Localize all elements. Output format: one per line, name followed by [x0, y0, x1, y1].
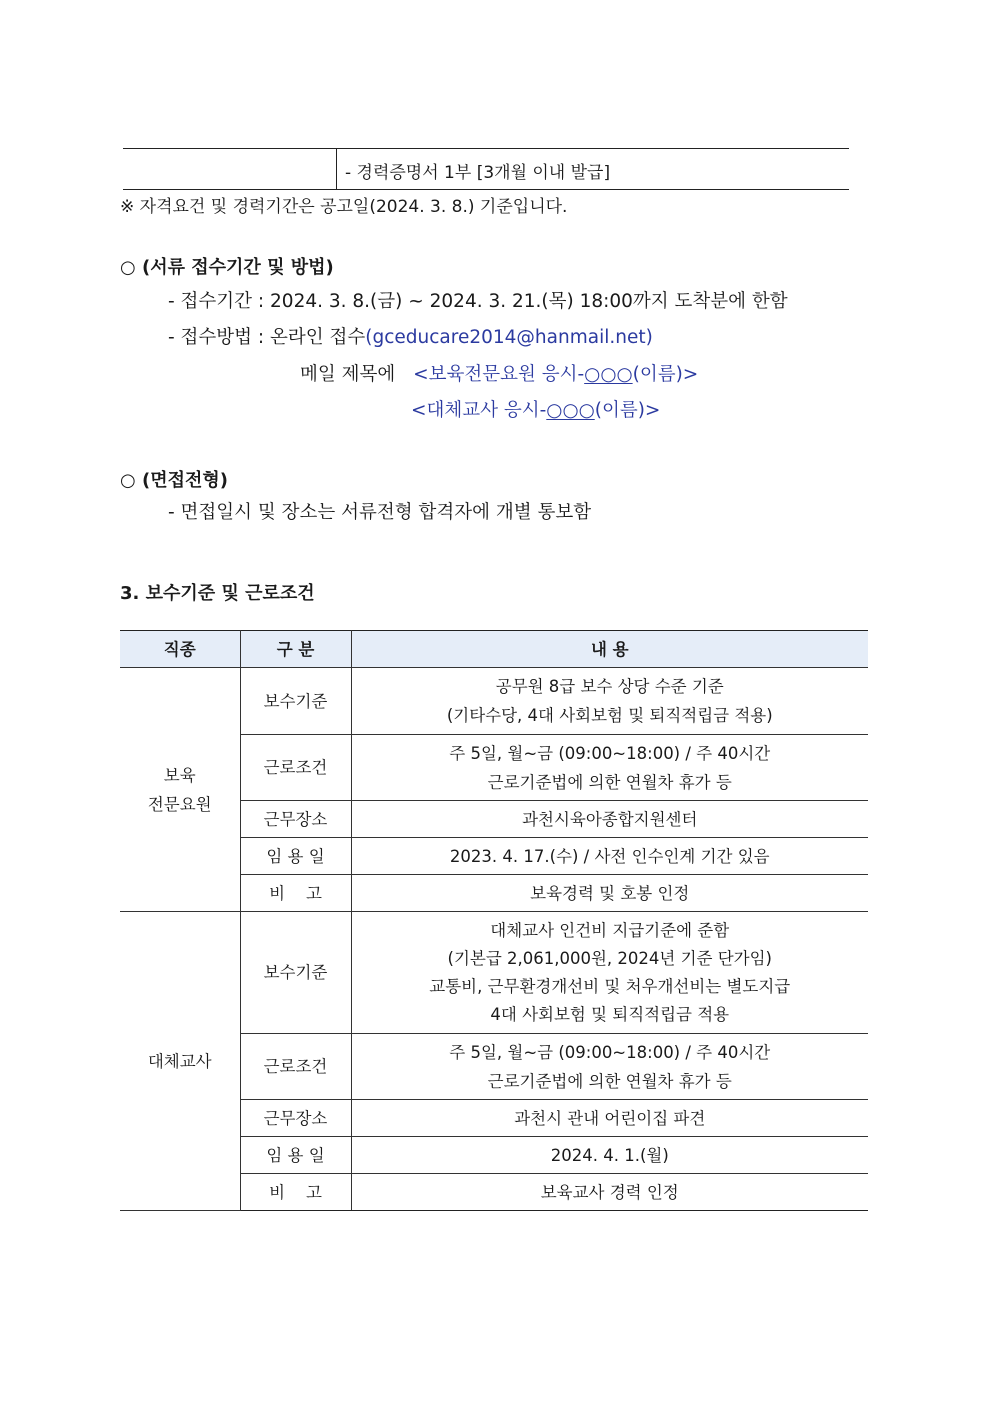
table-cell: - 경력증명서 1부 [3개월 이내 발급] — [345, 163, 611, 183]
header-category: 구 분 — [240, 631, 351, 668]
note-text: ※ 자격요건 및 경력기간은 공고일(2024. 3. 8.) 기준입니다. — [120, 197, 568, 217]
row-content: 주 5일, 월~금 (09:00~18:00) / 주 40시간 근로기준법에 의한 연월차 휴가 등 — [351, 1034, 868, 1100]
row-label: 보수기준 — [240, 912, 351, 1034]
row-label: 근로조건 — [240, 735, 351, 801]
table-row — [120, 668, 868, 735]
job-cell-substitute-teacher: 대체교사 — [120, 912, 240, 1211]
row-label: 근로조건 — [240, 1034, 351, 1100]
row-label: 보수기준 — [240, 668, 351, 735]
header-content: 내 용 — [351, 631, 868, 668]
circle-bullet-icon: ○ — [120, 470, 136, 491]
row-label: 임 용 일 — [240, 838, 351, 875]
method-label: - 접수방법 : 온라인 접수 — [168, 327, 366, 348]
section-heading-pay: 3. 보수기준 및 근로조건 — [120, 583, 315, 604]
mail-subject-line-1 — [300, 360, 698, 386]
table-row — [120, 912, 868, 1034]
job-cell-childcare-specialist: 보육 전문요원 — [120, 668, 240, 912]
row-content: 2024. 4. 1.(월) — [351, 1137, 868, 1174]
section-title: (면접전형) — [142, 470, 229, 491]
pay-conditions-table — [120, 630, 868, 1211]
row-label: 근무장소 — [240, 801, 351, 838]
section-title: (서류 접수기간 및 방법) — [142, 257, 334, 278]
mail-subject-example-1: <보육전문요원 응시-○○○(이름)> — [413, 364, 699, 385]
interview-text: - 면접일시 및 장소는 서류전형 합격자에 개별 통보함 — [168, 502, 592, 523]
row-content: 보육경력 및 호봉 인정 — [351, 875, 868, 912]
table-divider — [336, 149, 337, 189]
row-content: 주 5일, 월~금 (09:00~18:00) / 주 40시간 근로기준법에 의한 연월차 휴가 등 — [351, 735, 868, 801]
circle-bullet-icon: ○ — [120, 257, 136, 278]
section-heading-submission — [120, 253, 334, 279]
table-header-row — [120, 631, 868, 668]
submission-method — [168, 323, 653, 349]
row-content: 공무원 8급 보수 상당 수준 기준 (기타수당, 4대 사회보험 및 퇴직적립금 적용) — [351, 668, 868, 735]
row-label: 근무장소 — [240, 1100, 351, 1137]
row-content: 2023. 4. 17.(수) / 사전 인수인계 기간 있음 — [351, 838, 868, 875]
row-content: 보육교사 경력 인정 — [351, 1174, 868, 1211]
row-content: 과천시육아종합지원센터 — [351, 801, 868, 838]
submission-period: - 접수기간 : 2024. 3. 8.(금) ~ 2024. 3. 21.(목) 18:00까지 도착분에 한함 — [168, 291, 788, 312]
header-job: 직종 — [120, 631, 240, 668]
mail-subject-example-2: <대체교사 응시-○○○(이름)> — [411, 400, 661, 421]
row-content: 과천시 관내 어린이집 파견 — [351, 1100, 868, 1137]
prior-table-row — [123, 148, 849, 190]
row-label: 임 용 일 — [240, 1137, 351, 1174]
mail-subject-label: 메일 제목에 — [300, 364, 396, 385]
section-heading-interview — [120, 466, 228, 492]
row-label: 비 고 — [240, 1174, 351, 1211]
row-content: 대체교사 인건비 지급기준에 준함 (기본급 2,061,000원, 2024년 기준 단가임) 교통비, 근무환경개선비 및 처우개선비는 별도지급 4대 사회보험 및 퇴직적립금 적용 — [351, 912, 868, 1034]
row-label: 비 고 — [240, 875, 351, 912]
email-address: (gceducare2014@hanmail.net) — [365, 327, 653, 348]
